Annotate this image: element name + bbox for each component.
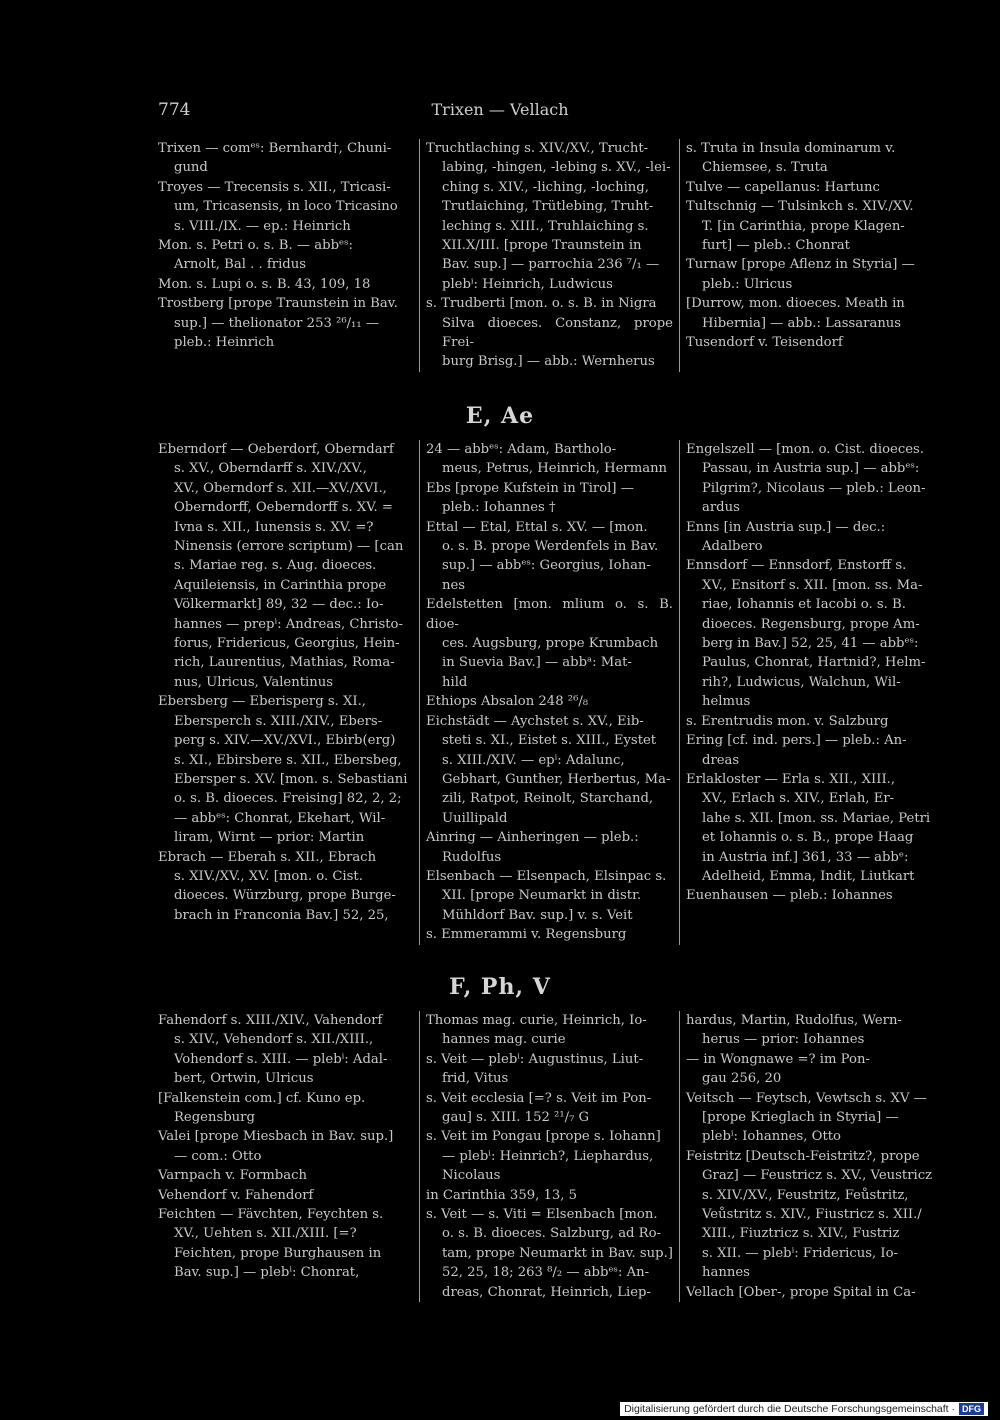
entry-line: Ivna s. XII., Iunensis s. XV. =? (174, 519, 374, 535)
index-entry (158, 1186, 413, 1205)
index-entry (686, 518, 941, 557)
entry-line: Ettal — Etal, Ettal s. XV. — [mon. (426, 519, 648, 535)
entry-line: Rudolfus (442, 849, 502, 865)
entry-line: XIII., Fiuztricz s. XIV., Fustriz (702, 1226, 900, 1242)
dfg-footer (620, 1402, 988, 1416)
index-entry (686, 139, 941, 178)
index-entry (426, 440, 673, 479)
index-entry (686, 255, 941, 294)
entry-line: Ebersperch s. XIII./XIV., Ebers- (174, 713, 383, 729)
entry-line: Edelstetten [mon. mlium o. s. B. dioe- (426, 597, 673, 632)
entry-line: s. Veit — plebⁱ: Augustinus, Liut- (426, 1051, 644, 1067)
entry-line: Hibernia] — abb.: Lassaranus (702, 315, 902, 331)
entry-line: Elsenbach — Elsenpach, Elsinpac s. (426, 868, 667, 884)
entry-line: Truchtlaching s. XIV./XV., Trucht- (426, 141, 649, 156)
entry-line: rih?, Ludwicus, Walchun, Wil- (702, 674, 901, 690)
index-entry (158, 848, 413, 926)
entry-line: — abbᵉˢ: Chonrat, Ekehart, Wil- (174, 810, 386, 826)
entry-line: Uuillipald (442, 810, 508, 826)
entry-line: s. Erentrudis mon. v. Salzburg (686, 713, 889, 729)
entry-line: XII.X/III. [prope Traunstein in (442, 238, 642, 254)
section-heading-e-ae: E, Ae (465, 403, 535, 429)
entry-line: Feichten — Fävchten, Feychten s. (158, 1207, 384, 1223)
entry-line: s. Emmerammi v. Regensburg (426, 927, 627, 943)
entry-line: Gebhart, Gunther, Herbertus, Ma- (442, 771, 671, 787)
entry-line: Ebersberg — Eberisperg s. XI., (158, 694, 366, 710)
column-right (680, 1011, 941, 1302)
entry-line: Mon. s. Petri o. s. B. — abbᵉˢ: (158, 238, 354, 254)
entry-line: Engelszell — [mon. o. Cist. dioeces. (686, 442, 924, 457)
entry-line: brach in Franconia Bav.] 52, 25, (174, 907, 389, 923)
entry-line: forus, Fridericus, Georgius, Hein- (174, 636, 400, 652)
entry-line: leching s. XIII., Truhlaiching s. (442, 218, 649, 234)
entry-line: Valei [prope Miesbach in Bav. sup.] (158, 1129, 394, 1145)
entry-line: Vohendorf s. XIII. — plebⁱ: Adal- (174, 1051, 388, 1067)
index-entry (426, 595, 673, 692)
index-entry (158, 139, 413, 178)
entry-line: s. Veit — s. Viti = Elsenbach [mon. (426, 1207, 658, 1223)
entry-line: pleb.: Heinrich (174, 335, 275, 351)
entry-line: Tusendorf v. Teisendorf (686, 335, 843, 351)
entry-line: T. [in Carinthia, prope Klagen- (702, 218, 905, 234)
index-entry (158, 294, 413, 352)
entry-line: Vellach [Ober-, prope Spital in Ca- (686, 1284, 916, 1300)
column-left (158, 139, 419, 372)
entry-line: Vehendorf v. Fahendorf (158, 1187, 314, 1203)
entry-line: berg in Bav.] 52, 25, 41 — abbᵉˢ: (702, 636, 919, 652)
entry-line: Oberndorff, Oeberndorff s. XV. = (174, 500, 393, 516)
entry-line: tam, prope Neumarkt in Bav. sup.] (442, 1245, 673, 1261)
entry-line: 24 — abbᵉˢ: Adam, Bartholo- (426, 442, 617, 457)
index-entry (158, 1089, 413, 1128)
entry-line: meus, Petrus, Heinrich, Hermann (442, 461, 668, 477)
entry-line: Tulve — capellanus: Hartunc (686, 179, 880, 195)
running-header: Trixen — Vellach (431, 100, 569, 119)
entry-line: s. Mariae reg. s. Aug. dioeces. (174, 558, 377, 574)
index-entry (426, 1205, 673, 1302)
entry-line: Ennsdorf — Ennsdorf, Enstorff s. (686, 558, 907, 574)
entry-line: s. Veit ecclesia [=? s. Veit im Pon- (426, 1090, 652, 1106)
entry-line: plebⁱ: Heinrich, Ludwicus (442, 276, 613, 292)
section-heading-f-ph-v: F, Ph, V (449, 974, 551, 1000)
entry-line: Euenhausen — pleb.: Iohannes (686, 888, 893, 904)
entry-line: dreas, Chonrat, Heinrich, Liep- (442, 1284, 651, 1300)
column-middle (419, 440, 680, 945)
column-right (680, 139, 941, 372)
index-entry (686, 197, 941, 255)
entry-line: s. XII. — plebⁱ: Fridericus, Io- (702, 1245, 898, 1261)
entry-line: hannes — prepⁱ: Andreas, Christo- (174, 616, 403, 632)
entry-line: XV., Oberndorf s. XII.—XV./XVI., (174, 480, 387, 496)
entry-line: s. XIII./XIV. — epⁱ: Adalunc, (442, 752, 625, 768)
column-right (680, 440, 941, 945)
index-entry (426, 712, 673, 828)
entry-line: Adalbero (702, 539, 763, 555)
column-left (158, 1011, 419, 1302)
index-entry (426, 1186, 673, 1205)
entry-line: Nicolaus (442, 1168, 501, 1184)
footer-text: Digitalisierung gefördert durch die Deutsche Forschungsgemeinschaft · (624, 1403, 955, 1415)
page-number: 774 (158, 100, 191, 120)
entry-line: nes (442, 577, 466, 593)
entry-line: bert, Ortwin, Ulricus (174, 1071, 314, 1087)
entry-line: Paulus, Chonrat, Hartnid?, Helm- (702, 655, 926, 671)
index-entry (686, 556, 941, 711)
entry-line: o. s. B. dioeces. Salzburg, ad Ro- (442, 1226, 662, 1242)
entry-line: furt] — pleb.: Chonrat (702, 238, 850, 254)
entry-line: Passau, in Austria sup.] — abbᵉˢ: (702, 461, 920, 477)
entry-line: XV., Ensitorf s. XII. [mon. ss. Ma- (702, 577, 923, 593)
index-entry (686, 440, 941, 518)
entry-line: Pilgrim?, Nicolaus — pleb.: Leon- (702, 480, 926, 496)
entry-line: Trostberg [prope Traunstein in Bav. (158, 296, 398, 312)
entry-line: zili, Ratpot, Reinolt, Starchand, (442, 791, 654, 807)
entry-line: Ering [cf. ind. pers.] — pleb.: An- (686, 733, 907, 749)
index-entry (426, 518, 673, 596)
entry-line: ardus (702, 500, 740, 516)
dfg-logo-icon: DFG (959, 1403, 984, 1415)
entry-line: riae, Iohannis et Iacobi o. s. B. (702, 597, 906, 613)
entry-line: um, Tricasensis, in loco Tricasino (174, 199, 398, 215)
column-left (158, 440, 419, 945)
entry-line: Turnaw [prope Aflenz in Styria] — (686, 257, 915, 273)
index-entry (426, 867, 673, 925)
index-entry (686, 886, 941, 905)
entry-line: 52, 25, 18; 263 ⁸/₂ — abbᵉˢ: An- (442, 1265, 650, 1281)
entry-line: Mon. s. Lupi o. s. B. 43, 109, 18 (158, 276, 371, 292)
entry-line: hardus, Martin, Rudolfus, Wern- (686, 1013, 902, 1028)
index-entry (426, 1050, 673, 1089)
entry-line: Graz] — Feustricz s. XV., Veustricz (702, 1168, 933, 1184)
section-f-ph-v (158, 1011, 944, 1302)
entry-line: liram, Wirnt — prior: Martin (174, 830, 365, 846)
entry-line: XII. [prope Neumarkt in distr. (442, 888, 642, 904)
entry-line: Ainring — Ainheringen — pleb.: (426, 830, 639, 846)
entry-line: steti s. XI., Eistet s. XIII., Eystet (442, 733, 657, 749)
index-entry (686, 712, 941, 731)
index-entry (686, 178, 941, 197)
entry-line: herus — prior: Iohannes (702, 1032, 865, 1048)
entry-line: helmus (702, 694, 751, 710)
index-entry (158, 1205, 413, 1283)
entry-line: lahe s. XII. [mon. ss. Mariae, Petri (702, 810, 931, 826)
entry-line: Ethiops Absalon 248 ²⁶/₈ (426, 694, 589, 710)
entry-line: [Durrow, mon. dioeces. Meath in (686, 296, 905, 312)
entry-line: — com.: Otto (174, 1148, 262, 1164)
entry-line: Arnolt, Bal . . fridus (174, 257, 306, 273)
entry-line: plebⁱ: Iohannes, Otto (702, 1129, 841, 1145)
entry-line: s. Veit im Pongau [prope s. Iohann] (426, 1129, 661, 1145)
entry-line: ching s. XIV., -liching, -loching, (442, 179, 649, 195)
entry-line: Mühldorf Bav. sup.] v. s. Veit (442, 907, 633, 923)
index-entry (158, 236, 413, 275)
index-entry (426, 1127, 673, 1185)
entry-line: XV., Erlach s. XIV., Erlah, Er- (702, 791, 895, 807)
entry-line: Enns [in Austria sup.] — dec.: (686, 519, 886, 535)
entry-line: hannes (702, 1265, 750, 1281)
entry-line: Thomas mag. curie, Heinrich, Io- (426, 1013, 647, 1028)
entry-line: Adelheid, Emma, Indit, Liutkart (702, 868, 915, 884)
column-middle (419, 139, 680, 372)
entry-line: ces. Augsburg, prope Krumbach (442, 636, 659, 652)
entry-line: Eberndorf — Oeberdorf, Oberndarf (158, 442, 394, 457)
entry-line: XV., Uehten s. XII./XIII. [=? (174, 1226, 357, 1242)
entry-line: o. s. B. dioeces. Freising] 82, 2, 2; (174, 791, 402, 807)
entry-line: Ninensis (errore scriptum) — [can (174, 539, 404, 555)
index-entry (686, 770, 941, 886)
index-entry (426, 828, 673, 867)
entry-line: Aquileiensis, in Carinthia prope (174, 577, 387, 593)
entry-line: in Carinthia 359, 13, 5 (426, 1187, 578, 1203)
entry-line: dioeces. Würzburg, prope Burge- (174, 888, 396, 904)
entry-line: o. s. B. prope Werdenfels in Bav. (442, 539, 659, 555)
entry-line: in Suevia Bav.] — abbᵃ: Mat- (442, 655, 632, 671)
entry-line: frid, Vitus (442, 1071, 509, 1087)
entry-line: gau] s. XIII. 152 ²¹/₇ G (442, 1110, 590, 1126)
entry-line: Völkermarkt] 89, 32 — dec.: Io- (174, 597, 384, 613)
entry-line: [prope Krieglach in Styria] — (702, 1110, 899, 1126)
column-middle (419, 1011, 680, 1302)
entry-line: Veůstritz s. XIV., Fiustricz s. XII./ (702, 1207, 922, 1223)
entry-line: gund (174, 160, 208, 176)
index-entry (686, 1050, 941, 1089)
entry-line: s. VIII./IX. — ep.: Heinrich (174, 218, 351, 234)
entry-line: Feistritz [Deutsch-Feistritz?, prope (686, 1148, 920, 1164)
entry-line: s. Truta in Insula dominarum v. (686, 141, 896, 156)
index-entry (686, 1147, 941, 1283)
entry-line: Ebrach — Eberah s. XII., Ebrach (158, 849, 377, 865)
entry-line: Tultschnig — Tulsinkch s. XIV./XV. (686, 199, 914, 215)
index-entry (426, 1011, 673, 1050)
index-entry (426, 1089, 673, 1128)
index-entry (158, 1166, 413, 1185)
entry-line: Chiemsee, s. Truta (702, 160, 828, 176)
entry-line: s. XIV./XV., XV. [mon. o. Cist. (174, 868, 363, 884)
entry-line: pleb.: Iohannes † (442, 500, 556, 516)
section-trixen (158, 139, 944, 372)
entry-line: s. XV., Oberndarff s. XIV./XV., (174, 461, 367, 477)
entry-line: [Falkenstein com.] cf. Kuno ep. (158, 1090, 366, 1106)
entry-line: gau 256, 20 (702, 1071, 782, 1087)
index-entry (426, 139, 673, 294)
entry-line: et Iohannis o. s. B., prope Haag (702, 830, 914, 846)
entry-line: Ebersper s. XV. [mon. s. Sebastiani (174, 771, 408, 787)
entry-line: burg Brisg.] — abb.: Wernherus (442, 354, 655, 370)
index-entry (158, 440, 413, 692)
index-entry (686, 731, 941, 770)
entry-line: Veitsch — Feytsch, Vewtsch s. XV — (686, 1090, 927, 1106)
entry-line: Regensburg (174, 1110, 255, 1126)
entry-line: pleb.: Ulricus (702, 276, 793, 292)
entry-line: — in Wongnawe =? im Pon- (686, 1051, 870, 1067)
entry-line: s. Trudberti [mon. o. s. B. in Nigra (426, 296, 657, 312)
entry-line: labing, -hingen, -lebing s. XV., -lei- (442, 160, 671, 176)
index-entry (158, 692, 413, 847)
entry-line: Trutlaiching, Trütlebing, Truht- (442, 199, 654, 215)
entry-line: nus, Ulricus, Valentinus (174, 674, 333, 690)
entry-line: s. XIV., Vehendorf s. XII./XIII., (174, 1032, 374, 1048)
entry-line: Bav. sup.] — parrochia 236 ⁷/₁ — (442, 257, 660, 273)
index-entry (686, 294, 941, 333)
index-entry (686, 333, 941, 352)
index-entry (426, 479, 673, 518)
index-entry (426, 294, 673, 372)
entry-line: perg s. XIV.—XV./XVI., Ebirb(erg) (174, 733, 396, 749)
index-entry (686, 1283, 941, 1302)
index-entry (426, 925, 673, 944)
index-entry (686, 1089, 941, 1147)
entry-line: Eichstädt — Aychstet s. XV., Eib- (426, 713, 644, 729)
entry-line: in Austria inf.] 361, 33 — abbᵉ: (702, 849, 909, 865)
entry-line: s. XI., Ebirsbere s. XII., Ebersbeg, (174, 752, 402, 768)
entry-line: hild (442, 674, 468, 690)
entry-line: Fahendorf s. XIII./XIV., Vahendorf (158, 1013, 383, 1028)
entry-line: Troyes — Trecensis s. XII., Tricasi- (158, 179, 391, 195)
entry-line: rich, Laurentius, Mathias, Roma- (174, 655, 395, 671)
index-entry (158, 1011, 413, 1089)
entry-line: Erlakloster — Erla s. XII., XIII., (686, 771, 896, 787)
entry-line: Bav. sup.] — plebⁱ: Chonrat, (174, 1265, 360, 1281)
index-entry (158, 275, 413, 294)
entry-line: dreas (702, 752, 740, 768)
entry-line: Trixen — comᵉˢ: Bernhard†, Chuni- (158, 141, 392, 156)
index-entry (426, 692, 673, 711)
section-e-ae (158, 440, 944, 945)
entry-line: Varnpach v. Formbach (158, 1168, 307, 1184)
entry-line: sup.] — thelionator 253 ²⁶/₁₁ — (174, 315, 380, 331)
entry-line: hannes mag. curie (442, 1032, 566, 1048)
entry-line: s. XIV./XV., Feustritz, Feůstritz, (702, 1187, 909, 1203)
entry-line: Ebs [prope Kufstein in Tirol] — (426, 480, 634, 496)
entry-line: Silva dioeces. Constanz, prope Frei- (442, 315, 673, 351)
entry-line: dioeces. Regensburg, prope Am- (702, 616, 920, 632)
entry-line: — plebⁱ: Heinrich?, Liephardus, (442, 1148, 654, 1164)
index-entry (158, 1127, 413, 1166)
entry-line: sup.] — abbᵉˢ: Georgius, Iohan- (442, 558, 651, 574)
index-entry (158, 178, 413, 236)
index-entry (686, 1011, 941, 1050)
entry-line: Feichten, prope Burghausen in (174, 1245, 382, 1261)
